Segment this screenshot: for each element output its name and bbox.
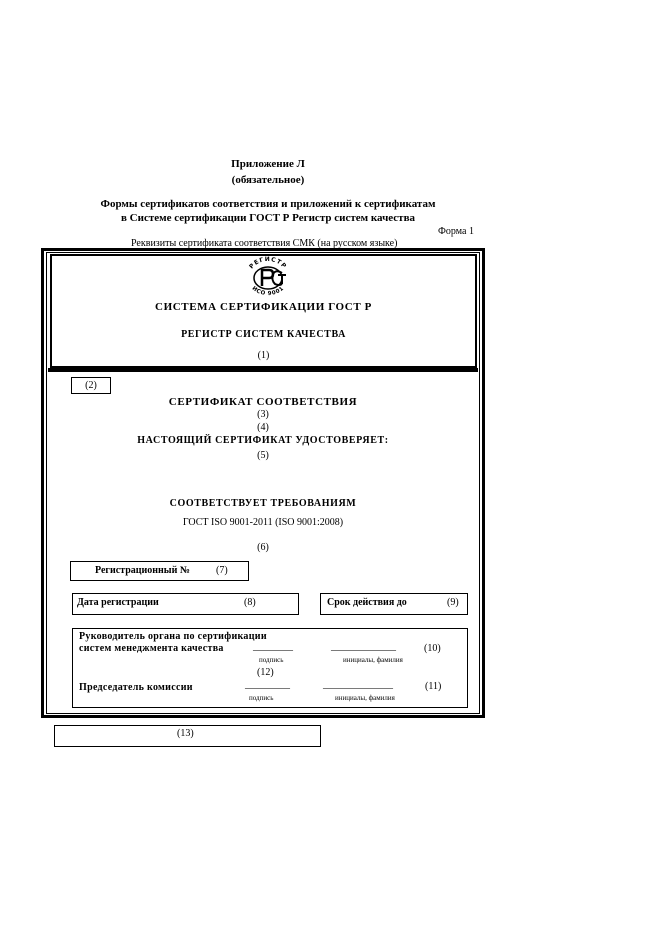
chair-initials-caption: инициалы, фамилия (335, 694, 395, 702)
field-7: (7) (216, 565, 228, 576)
chair-label: Председатель комиссии (79, 682, 193, 693)
reg-date-box (72, 593, 299, 615)
valid-until-box (320, 593, 468, 615)
head-initials-line: _____________ (331, 641, 396, 652)
appendix-title: Приложение Л (231, 158, 305, 170)
logo-bottom-text: ИСО 9001 (250, 285, 286, 298)
heading-line-2: в Системе сертификации ГОСТ Р Регистр систем качества (120, 212, 416, 224)
svg-text:РЕГИСТР (248, 256, 288, 270)
certificate-title: СЕРТИФИКАТ СООТВЕТСТВИЯ (168, 396, 358, 408)
rst-logo (240, 256, 296, 298)
field-2-box (71, 377, 111, 394)
field-11: (11) (425, 681, 442, 692)
reg-number-box (70, 561, 249, 581)
heading-line-1: Формы сертификатов соответствия и приложений к сертификатам (100, 198, 436, 210)
svg-text:ИСО 9001 (251, 286, 286, 298)
head-label-line-1: Руководитель органа по сертификации (79, 631, 267, 642)
certifies-text: НАСТОЯЩИЙ СЕРТИФИКАТ УДОСТОВЕРЯЕТ: (137, 435, 389, 446)
logo-top-text: РЕГИСТР (248, 256, 288, 271)
rst-logo-icon (240, 256, 296, 298)
form-number: Форма 1 (438, 226, 474, 237)
appendix-status: (обязательное) (231, 174, 305, 186)
field-13: (13) (177, 728, 194, 739)
field-6: (6) (257, 542, 269, 553)
complies-text: СООТВЕТСТВУЕТ ТРЕБОВАНИЯМ (169, 498, 357, 509)
field-5: (5) (257, 450, 269, 461)
register-name: РЕГИСТР СИСТЕМ КАЧЕСТВА (181, 329, 346, 340)
reg-number-label: Регистрационный № (95, 565, 190, 576)
chair-initials-line: ______________ (323, 679, 393, 690)
form-caption: Реквизиты сертификата соответствия СМК (на русском языке) (131, 238, 398, 249)
field-3: (3) (257, 409, 269, 420)
field-8: (8) (244, 597, 256, 608)
head-label-line-2: систем менеджмента качества (79, 643, 224, 654)
standard-text: ГОСТ ISO 9001-2011 (ISO 9001:2008) (182, 517, 344, 528)
chair-signature-caption: подпись (249, 694, 274, 702)
field-12: (12) (257, 667, 274, 678)
field-13-box (54, 725, 321, 747)
field-10: (10) (424, 643, 441, 654)
field-1: (1) (257, 350, 270, 361)
reg-date-label: Дата регистрации (77, 597, 159, 608)
valid-until-label: Срок действия до (327, 597, 407, 608)
field-2: (2) (85, 380, 97, 391)
head-signature-line: ________ (253, 641, 293, 652)
signatures-box (72, 628, 468, 708)
head-signature-caption: подпись (259, 656, 284, 664)
header-separator (48, 368, 478, 372)
chair-signature-line: _________ (245, 679, 290, 690)
field-9: (9) (447, 597, 459, 608)
system-name: СИСТЕМА СЕРТИФИКАЦИИ ГОСТ Р (155, 301, 372, 313)
field-4: (4) (257, 422, 269, 433)
head-initials-caption: инициалы, фамилия (343, 656, 403, 664)
